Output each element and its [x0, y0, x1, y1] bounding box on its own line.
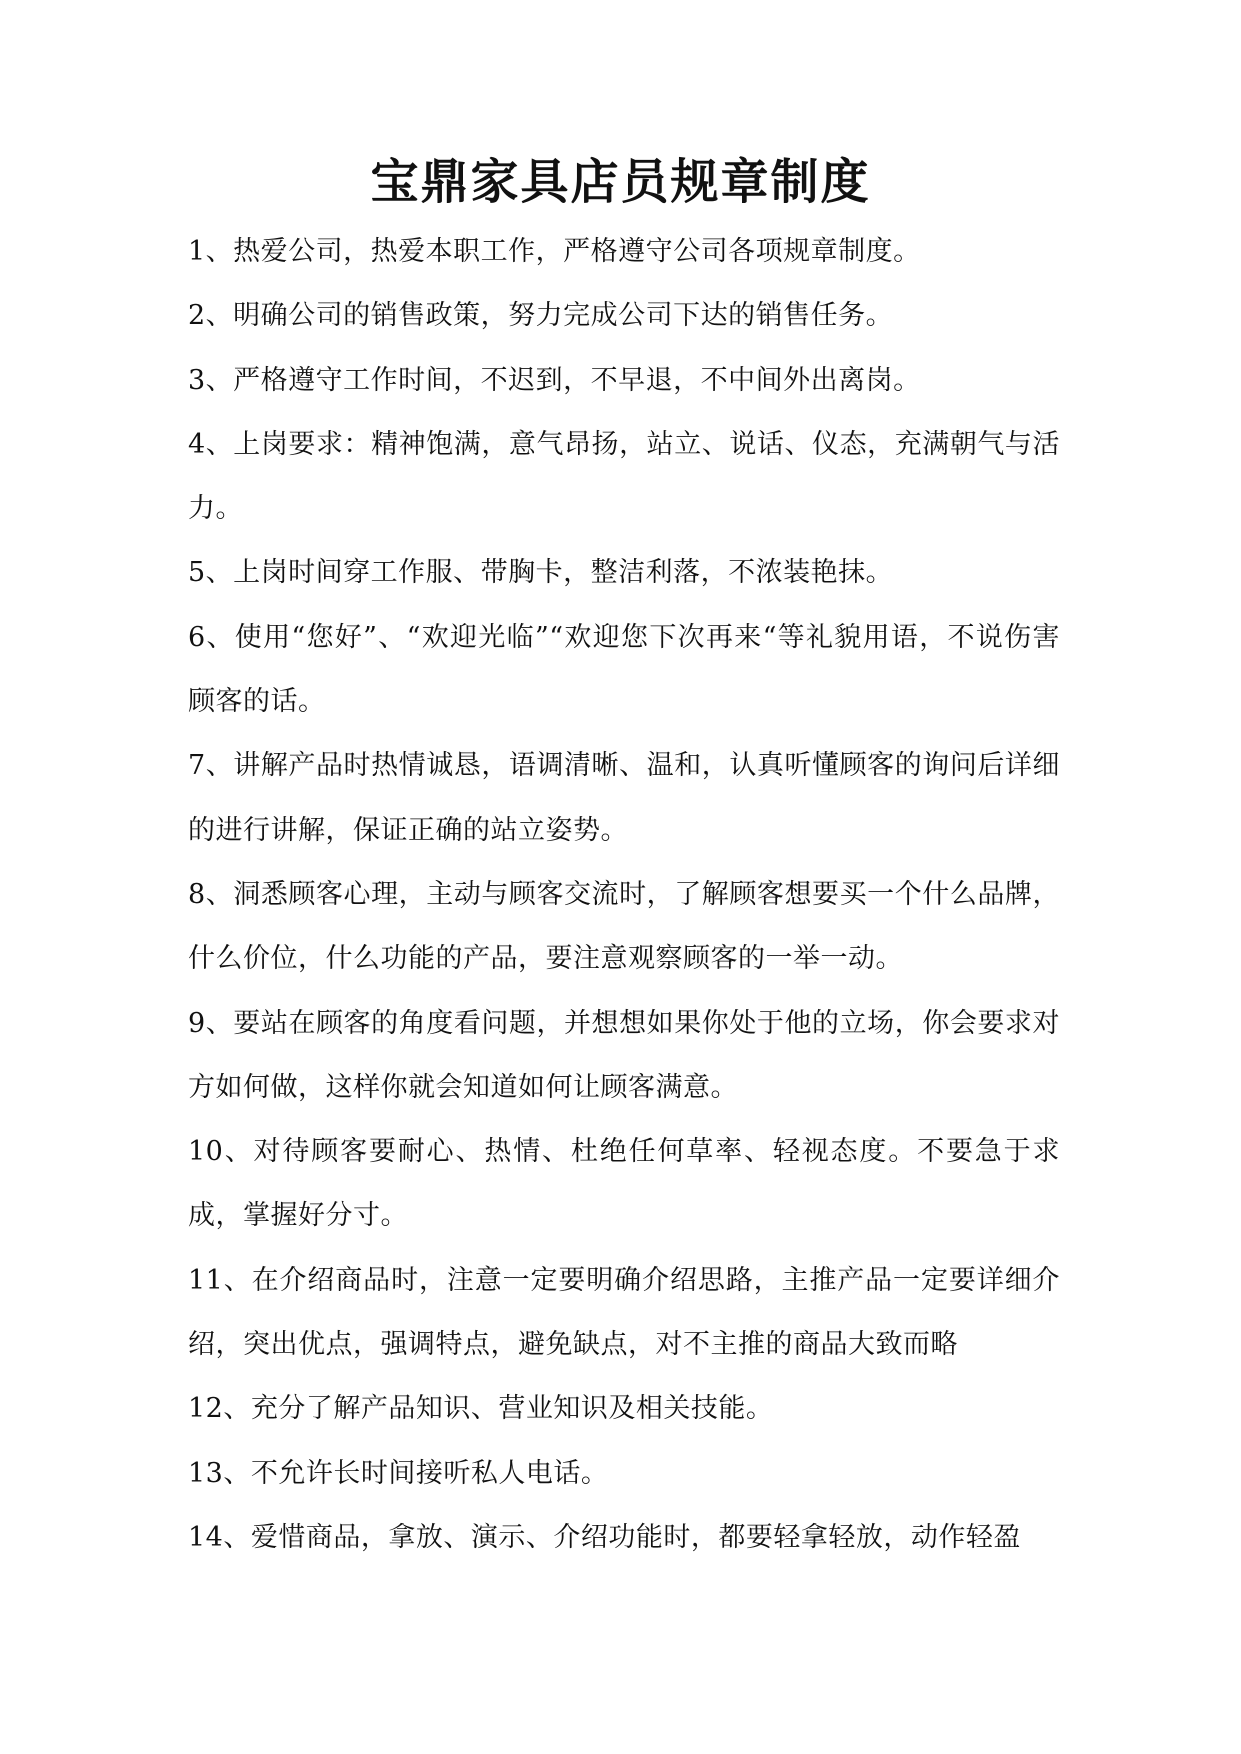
- rule-item-7: 7、讲解产品时热情诚恳，语调清晰、温和，认真听懂顾客的询问后详细的进行讲解，保证正确的站立姿势。: [188, 750, 1060, 846]
- rules-list: [188, 220, 1060, 1570]
- rule-item-10: 10、对待顾客要耐心、热情、杜绝任何草率、轻视态度。不要急于求成，掌握好分寸。: [188, 1136, 1060, 1232]
- rule-item-3: 3、严格遵守工作时间，不迟到，不早退，不中间外出离岗。: [188, 364, 921, 396]
- rule-item-12: 12、充分了解产品知识、营业知识及相关技能。: [188, 1393, 774, 1425]
- rule-item-2: 2、明确公司的销售政策，努力完成公司下达的销售任务。: [188, 300, 894, 332]
- rule-item-6: 6、使用“您好”、“欢迎光临”“欢迎您下次再来“等礼貌用语，不说伤害顾客的话。: [188, 621, 1060, 718]
- rule-item-9: 9、要站在顾客的角度看问题，并想想如果你处于他的立场，你会要求对方如何做，这样你就会知道如何让顾客满意。: [188, 1007, 1060, 1103]
- rule-item-5: 5、上岗时间穿工作服、带胸卡，整洁利落，不浓装艳抹。: [188, 557, 894, 589]
- rule-item-1: 1、热爱公司，热爱本职工作，严格遵守公司各项规章制度。: [188, 236, 921, 267]
- rule-item-13: 13、不允许长时间接听私人电话。: [188, 1457, 609, 1489]
- rule-item-14: 14、爱惜商品，拿放、演示、介绍功能时，都要轻拿轻放，动作轻盈: [188, 1521, 1021, 1553]
- document-title: 宝鼎家具店员规章制度: [370, 154, 871, 210]
- rule-item-8: 8、洞悉顾客心理，主动与顾客交流时，了解顾客想要买一个什么品牌，什么价位，什么功能的产品，要注意观察顾客的一举一动。: [188, 878, 1060, 975]
- rule-item-4: 4、上岗要求：精神饱满，意气昂扬，站立、说话、仪态，充满朝气与活力。: [188, 428, 1060, 525]
- rule-item-11: 11、在介绍商品时，注意一定要明确介绍思路，主推产品一定要详细介绍，突出优点，强调特点，避免缺点，对不主推的商品大致而略: [188, 1264, 1060, 1361]
